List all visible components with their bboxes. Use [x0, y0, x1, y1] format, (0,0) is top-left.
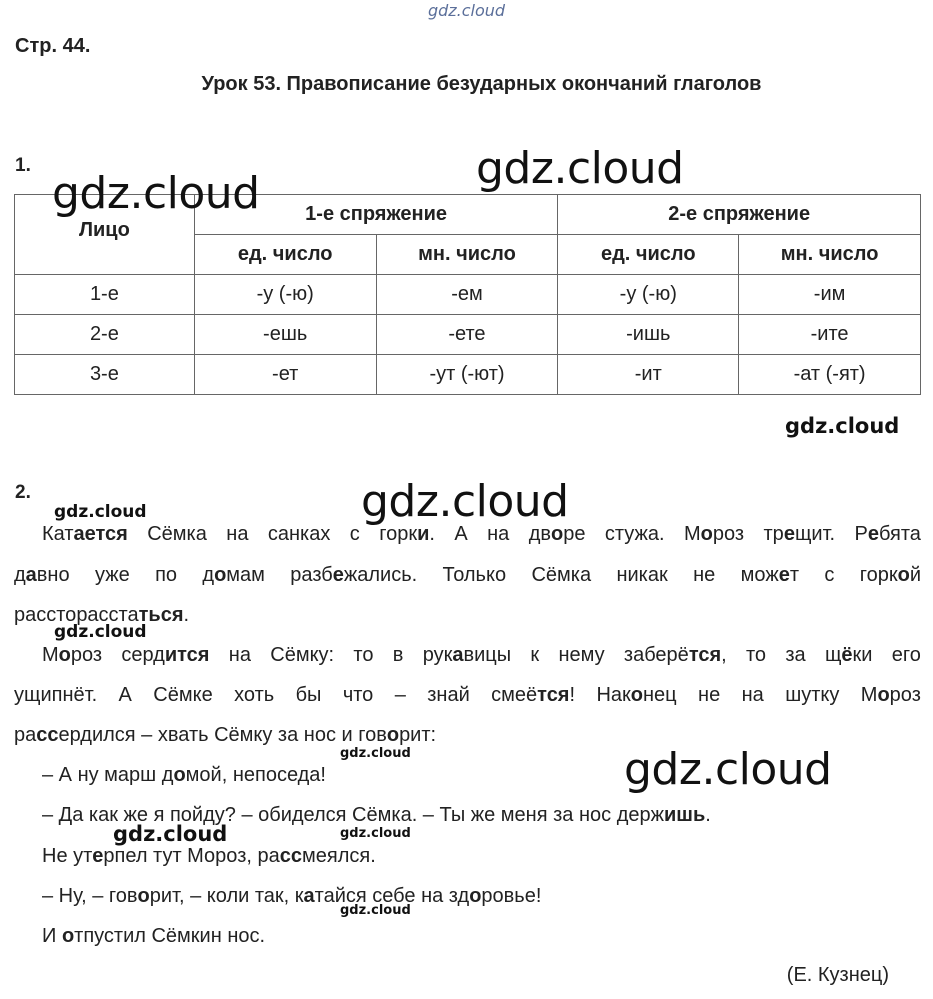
text-line: рассторасстаться. — [14, 604, 190, 626]
text-line: – Ну, – говорит, – коли так, катайся себе на здоровье! — [42, 885, 542, 907]
ending-cell: -ат (-ят) — [739, 355, 921, 395]
watermark: gdz.cloud — [54, 502, 147, 522]
subheader: ед. число — [558, 235, 739, 275]
watermark: gdz.cloud — [624, 744, 832, 795]
text-line: рассердился – хвать Сёмку за нос и говорит: — [14, 724, 437, 746]
group-header-2: 2-е спряжение — [558, 195, 921, 235]
ending-cell: -ут (-ют) — [376, 355, 558, 395]
text-line: давно уже по домам разбежались. Только Сёмка никак не может с горкой — [14, 564, 921, 586]
watermark: gdz.cloud — [361, 476, 569, 527]
watermark: gdz.cloud — [52, 168, 260, 219]
table-row — [15, 275, 921, 315]
page-number: Стр. 44. — [15, 35, 91, 57]
watermark: gdz.cloud — [340, 826, 411, 841]
text-line: ущипнёт. А Сёмке хоть бы что – знай смеётся! Наконец не на шутку Мороз — [14, 684, 921, 706]
ending-cell: -ет — [194, 355, 376, 395]
text-line: Мороз сердится на Сёмку: то в рукавицы к нему заберётся, то за щёки его — [42, 644, 921, 666]
ending-cell: -у (-ю) — [558, 275, 739, 315]
top-watermark: gdz.cloud — [427, 1, 506, 20]
group-header-1: 1-е спряжение — [194, 195, 558, 235]
task-1-number: 1. — [15, 155, 31, 176]
ending-cell: -у (-ю) — [194, 275, 376, 315]
ending-cell: -ете — [376, 315, 558, 355]
table-row — [15, 355, 921, 395]
ending-cell: -ишь — [558, 315, 739, 355]
text-line: – Да как же я пойду? – обиделся Сёмка. – Ты же меня за нос держишь. — [42, 804, 711, 826]
text-line: Не утерпел тут Мороз, рассмеялся. — [42, 845, 376, 867]
ending-cell: -ешь — [194, 315, 376, 355]
ending-cell: -ит — [558, 355, 739, 395]
task-2-number: 2. — [15, 482, 31, 503]
ending-cell: -ите — [739, 315, 921, 355]
watermark: gdz.cloud — [340, 746, 411, 761]
text-line: Катается Сёмка на санках с горки. А на дворе стужа. Мороз трещит. Ребята — [42, 523, 921, 545]
watermark: gdz.cloud — [340, 903, 411, 918]
subheader: мн. число — [376, 235, 558, 275]
conjugation-table — [14, 194, 921, 395]
watermark: gdz.cloud — [785, 414, 900, 438]
person-cell: 1-е — [15, 275, 195, 315]
watermark: gdz.cloud — [54, 622, 147, 642]
subheader: мн. число — [739, 235, 921, 275]
person-cell: 2-е — [15, 315, 195, 355]
subheader: ед. число — [194, 235, 376, 275]
text-line: И отпустил Сёмкин нос. — [42, 925, 266, 947]
lesson-title: Урок 53. Правописание безударных окончаний глаголов — [201, 73, 762, 95]
watermark: gdz.cloud — [476, 143, 684, 194]
ending-cell: -им — [739, 275, 921, 315]
ending-cell: -ем — [376, 275, 558, 315]
person-cell: 3-е — [15, 355, 195, 395]
text-line: – А ну марш домой, непоседа! — [42, 764, 326, 786]
author-attribution: (Е. Кузнец) — [786, 964, 889, 986]
watermark: gdz.cloud — [113, 822, 228, 846]
person-header-label: Лицо — [78, 219, 130, 241]
table-row — [15, 315, 921, 355]
